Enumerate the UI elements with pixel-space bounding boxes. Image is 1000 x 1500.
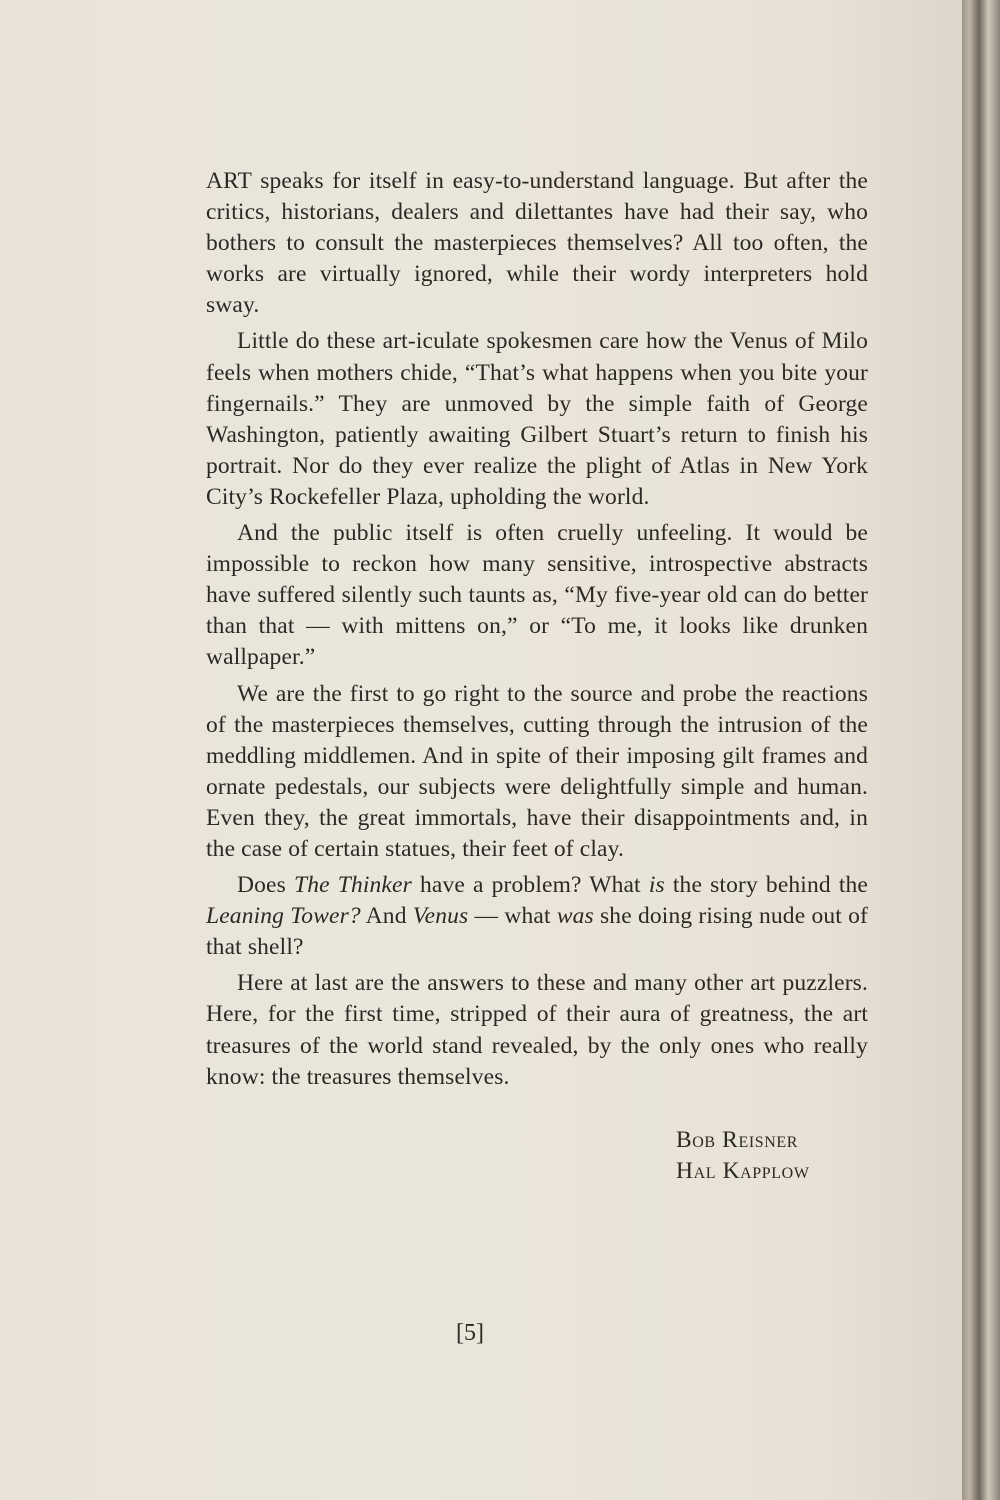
- page-edge: [962, 0, 1000, 1500]
- italic-text: Venus: [412, 903, 469, 930]
- author-name: Bob Reisner: [676, 1127, 799, 1153]
- paragraph: [206, 166, 868, 321]
- italic-text: is: [648, 872, 665, 899]
- text-run: And: [360, 903, 413, 930]
- paragraph: [206, 326, 868, 513]
- paragraph: [206, 870, 868, 963]
- italic-text: was: [556, 903, 594, 930]
- paragraph: [206, 679, 868, 866]
- text-run: the story behind the: [664, 872, 869, 899]
- text-run: And the public itself is often cruelly unfeeling. It would be impossible to reckon how many sensitive, introspective abstracts have suffered silently such taunts as, “My five-year old can do better than that — with mittens on,” or “To me, it looks like drunken wallpaper.”: [206, 520, 868, 671]
- body-text: [206, 166, 868, 1098]
- paragraph: [206, 968, 868, 1092]
- text-run: Little do these art-iculate spokesmen care how the Venus of Milo feels when mothers chide, “That’s what happens when you bite your fingernails.” They are unmoved by the simple faith of George Washington, patiently awaiting Gilbert Stuart’s return to finish his portrait. Nor do they ever realize the plight of Atlas in New York City’s Rockefeller Plaza, upholding the world.: [206, 328, 868, 510]
- text-run: have a problem? What: [411, 872, 649, 899]
- text-run: she doing rising nude out of that shell?: [206, 903, 868, 961]
- text-run: Does: [237, 872, 294, 899]
- text-run: We are the first to go right to the source and probe the reactions of the masterpieces themselves, cutting through the intrusion of the meddling middlemen. And in spite of their imposing gilt frames and ornate pedestals, our subjects were delightfully simple and human. Even they, the great immortals, have their disappointments and, in the case of certain statues, their feet of clay.: [206, 680, 868, 862]
- text-run: Here at last are the answers to these and many other art puzzlers. Here, for the first time, stripped of their aura of greatness, the art treasures of the world stand revealed, by the only ones who really know: the treasures themselves.: [206, 970, 868, 1090]
- text-run: — what: [468, 903, 557, 930]
- page-number: [5]: [456, 1320, 484, 1346]
- paragraph: [206, 518, 868, 673]
- text-run: ART speaks for itself in easy-to-understand language. But after the critics, historians, dealers and dilettantes have had their say, who bothers to consult the masterpieces themselves? All too often, the works are virtually ignored, while their wordy interpreters hold sway.: [206, 168, 868, 319]
- author-signatures: [676, 1125, 810, 1187]
- author-name: Hal Kapplow: [676, 1158, 810, 1185]
- italic-text: Leaning Tower?: [206, 903, 361, 930]
- italic-text: The Thinker: [293, 872, 412, 899]
